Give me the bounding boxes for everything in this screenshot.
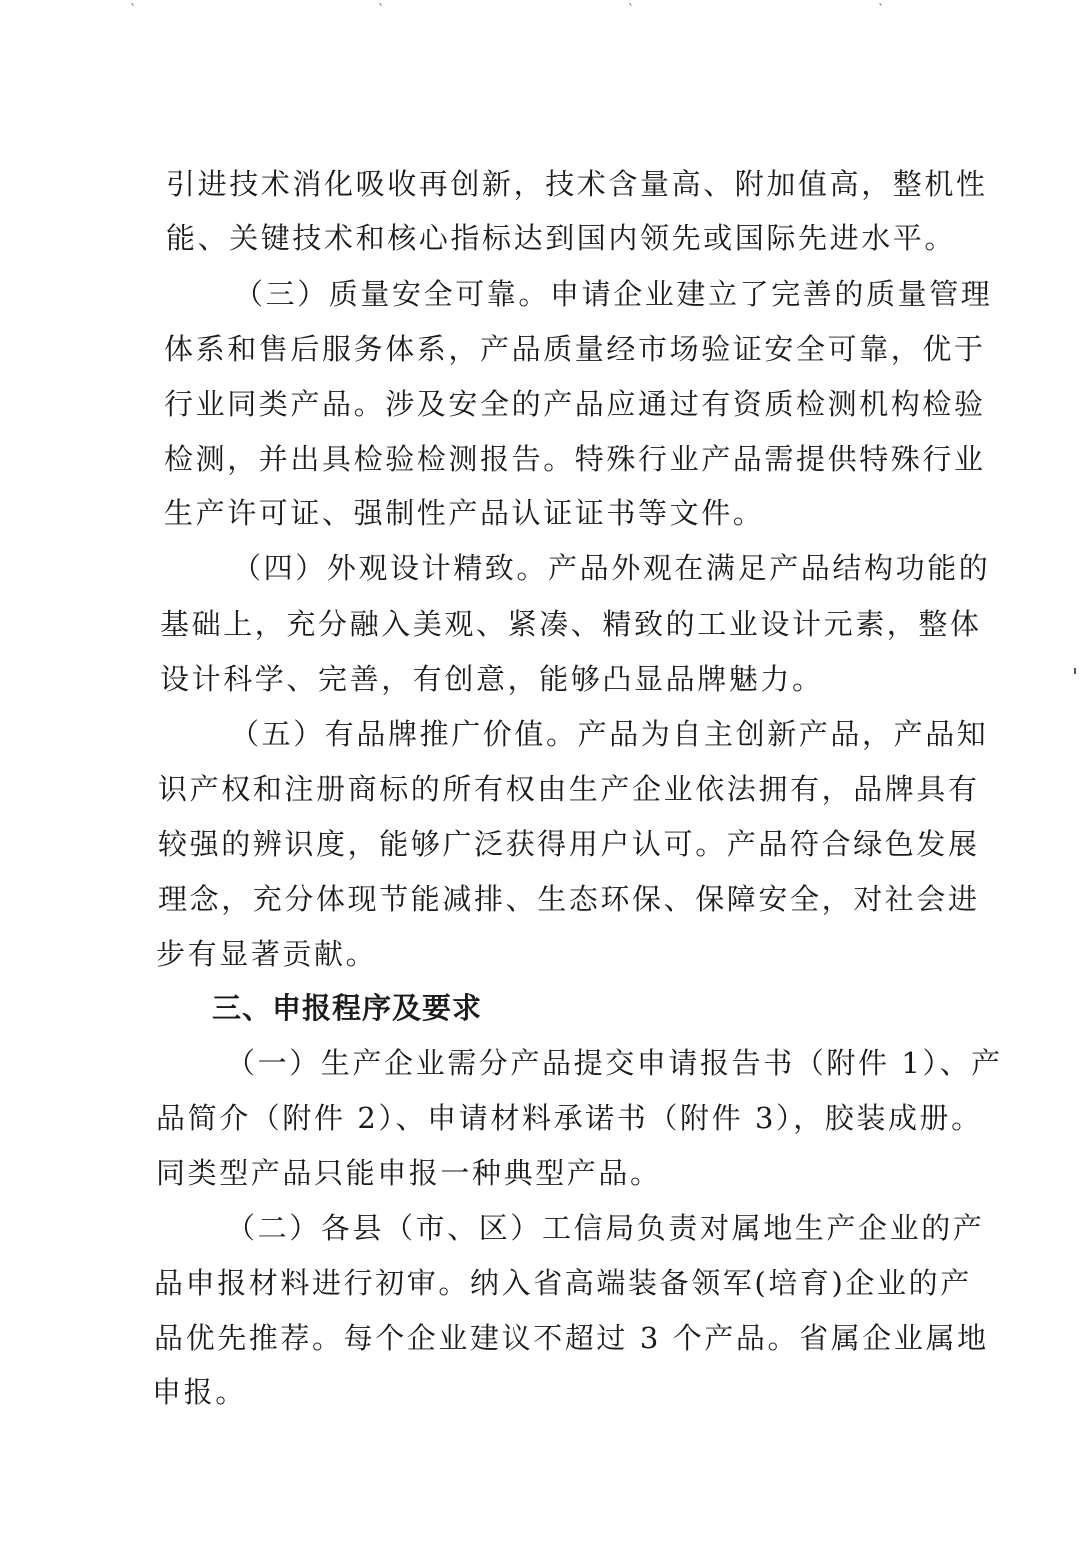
body-line: 基础上，充分融入美观、紧凑、精致的工业设计元素，整体: [160, 607, 982, 641]
body-line: 品申报材料进行初审。纳入省高端装备领军(培育)企业的产: [154, 1266, 972, 1300]
section-three-quality: （三）质量安全可靠。申请企业建立了完善的质量管理: [234, 277, 993, 311]
body-line: 品优先推荐。每个企业建议不超过 3 个产品。省属企业属地: [154, 1321, 989, 1355]
section-four-design: （四）外观设计精致。产品外观在满足产品结构功能的: [232, 551, 991, 585]
body-line: 行业同类产品。涉及安全的产品应通过有资质检测机构检验: [164, 387, 986, 421]
scan-edge-mark: [1074, 668, 1076, 674]
body-line: 体系和售后服务体系，产品质量经市场验证安全可靠，优于: [164, 332, 986, 366]
scan-mark: ˋ: [878, 2, 884, 16]
scan-mark: ˋ: [130, 2, 136, 16]
scan-mark: ˋ: [378, 2, 384, 16]
body-line: 理念，充分体现节能减排、生态环保、保障安全，对社会进: [158, 882, 980, 916]
section-heading: 三、申报程序及要求: [212, 991, 483, 1025]
body-line: 设计科学、完善，有创意，能够凸显品牌魅力。: [160, 662, 824, 696]
body-line: 步有显著贡献。: [156, 937, 378, 971]
body-line: 同类型产品只能申报一种典型产品。: [156, 1156, 662, 1190]
body-line: 申报。: [152, 1375, 247, 1409]
body-line: 品简介（附件 2）、申请材料承诺书（附件 3），胶装成册。: [156, 1101, 983, 1135]
body-line: 识产权和注册商标的所有权由生产企业依法拥有，品牌具有: [158, 772, 980, 806]
procedure-item-2: （二）各县（市、区）工信局负责对属地生产企业的产: [226, 1211, 985, 1245]
procedure-item-1: （一）生产企业需分产品提交申请报告书（附件 1）、产: [226, 1046, 1003, 1080]
body-line: 较强的辨识度，能够广泛获得用户认可。产品符合绿色发展: [158, 827, 980, 861]
section-five-brand: （五）有品牌推广价值。产品为自主创新产品，产品知: [230, 717, 989, 751]
body-line: 检测，并出具检验检测报告。特殊行业产品需提供特殊行业: [164, 442, 986, 476]
body-line: 能、关键技术和核心指标达到国内领先或国际先进水平。: [166, 221, 957, 255]
body-line: 引进技术消化吸收再创新，技术含量高、附加值高，整机性: [166, 167, 988, 201]
body-line: 生产许可证、强制性产品认证证书等文件。: [164, 496, 765, 530]
scan-mark: ˋ: [628, 2, 634, 16]
